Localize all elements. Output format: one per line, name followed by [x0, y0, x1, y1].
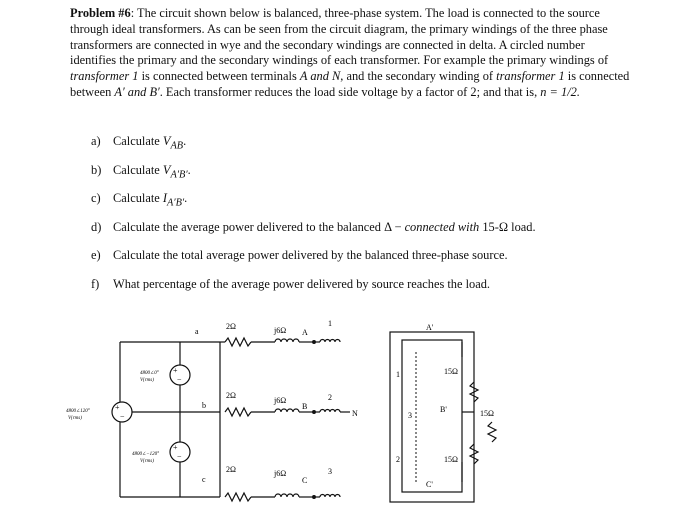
- node-Cp-label: C': [426, 480, 433, 489]
- line-c: [202, 465, 340, 501]
- line-b: [202, 391, 358, 418]
- secondary-3-tag: 3: [408, 411, 412, 420]
- secondary-2-tag: 2: [396, 455, 400, 464]
- node-B-label: B: [302, 402, 308, 411]
- resistor-b-label: 2Ω: [226, 391, 236, 400]
- inductor-a-label: j6Ω: [274, 326, 287, 335]
- question-item: b) Calculate $V_{A'B'}$.: [91, 162, 191, 180]
- transformer-3-tag: 3: [328, 467, 332, 476]
- resistor-a-label: 2Ω: [226, 322, 236, 331]
- question-item: f) What percentage of the average power delivered by source reaches the load.: [91, 276, 491, 291]
- node-A-label: A: [302, 328, 308, 337]
- source-3-unit: V(rms): [140, 459, 154, 464]
- source-wiring: [120, 342, 220, 497]
- load-resistor-2: [488, 422, 496, 442]
- node-c-label: c: [202, 475, 206, 484]
- load-3-label: 15Ω: [444, 455, 458, 464]
- voltage-source-3: [170, 442, 190, 462]
- question-list: [91, 131, 536, 302]
- svg-text:−: −: [120, 412, 125, 421]
- svg-text:+: +: [115, 403, 120, 412]
- secondary-delta: [390, 323, 496, 502]
- voltage-source-2: [112, 402, 132, 422]
- node-b-label: b: [202, 401, 206, 410]
- question-item: d) Calculate the average power delivered to the balanced Δ − connected with 15-Ω load.: [91, 219, 536, 234]
- inductor-b-label: j6Ω: [274, 396, 287, 405]
- transformer-2-tag: 2: [328, 393, 332, 402]
- circuit-diagram: [60, 312, 620, 512]
- node-Ap-label: A': [426, 323, 434, 332]
- node-a-label: a: [195, 327, 199, 336]
- source-2-unit: V(rms): [68, 416, 82, 421]
- svg-text:+: +: [173, 443, 178, 452]
- source-1-unit: V(rms): [140, 378, 154, 383]
- question-item: a) Calculate $V_{AB}$.: [91, 134, 187, 152]
- load-2-label: 15Ω: [480, 409, 494, 418]
- inductor-c-label: j6Ω: [274, 469, 287, 478]
- question-item: c) Calculate $I_{A'B'}$.: [91, 191, 188, 209]
- node-N-label: N: [352, 409, 358, 418]
- resistor-c-label: 2Ω: [226, 465, 236, 474]
- transformer-1-tag: 1: [328, 319, 332, 328]
- problem-statement: Problem #6: The circuit shown below is balanced, three-phase system. The load is connected to the source through ideal transformers. As can be seen from the circuit diagram, the primary windings of the three phase transformers are connected in wye and the secondary windings are connected in delta. A circled number identifies the primary and the secondary windings of each transformer. For example the primary windings of transformer 1 is connected between terminals A and N, and the secondary winding of transformer 1 is connected between A′ and B′. Each transformer reduces the load side voltage by a factor of 2; and that is, n = 1/2.: [70, 6, 630, 99]
- voltage-source-1: [170, 365, 190, 385]
- source-1-value: 4800∠0°: [140, 371, 159, 376]
- load-1-label: 15Ω: [444, 367, 458, 376]
- node-Bp-label: B': [440, 405, 447, 414]
- source-2-value: 4800∠120°: [66, 409, 90, 414]
- problem-title: Problem #6: [70, 6, 131, 20]
- svg-text:−: −: [177, 452, 182, 461]
- node-C-label: C: [302, 476, 308, 485]
- svg-text:+: +: [173, 366, 178, 375]
- source-3-value: 4800∠−120°: [132, 452, 160, 457]
- svg-text:−: −: [177, 375, 182, 384]
- secondary-1-tag: 1: [396, 370, 400, 379]
- question-item: e) Calculate the total average power delivered by the balanced three-phase source.: [91, 248, 508, 262]
